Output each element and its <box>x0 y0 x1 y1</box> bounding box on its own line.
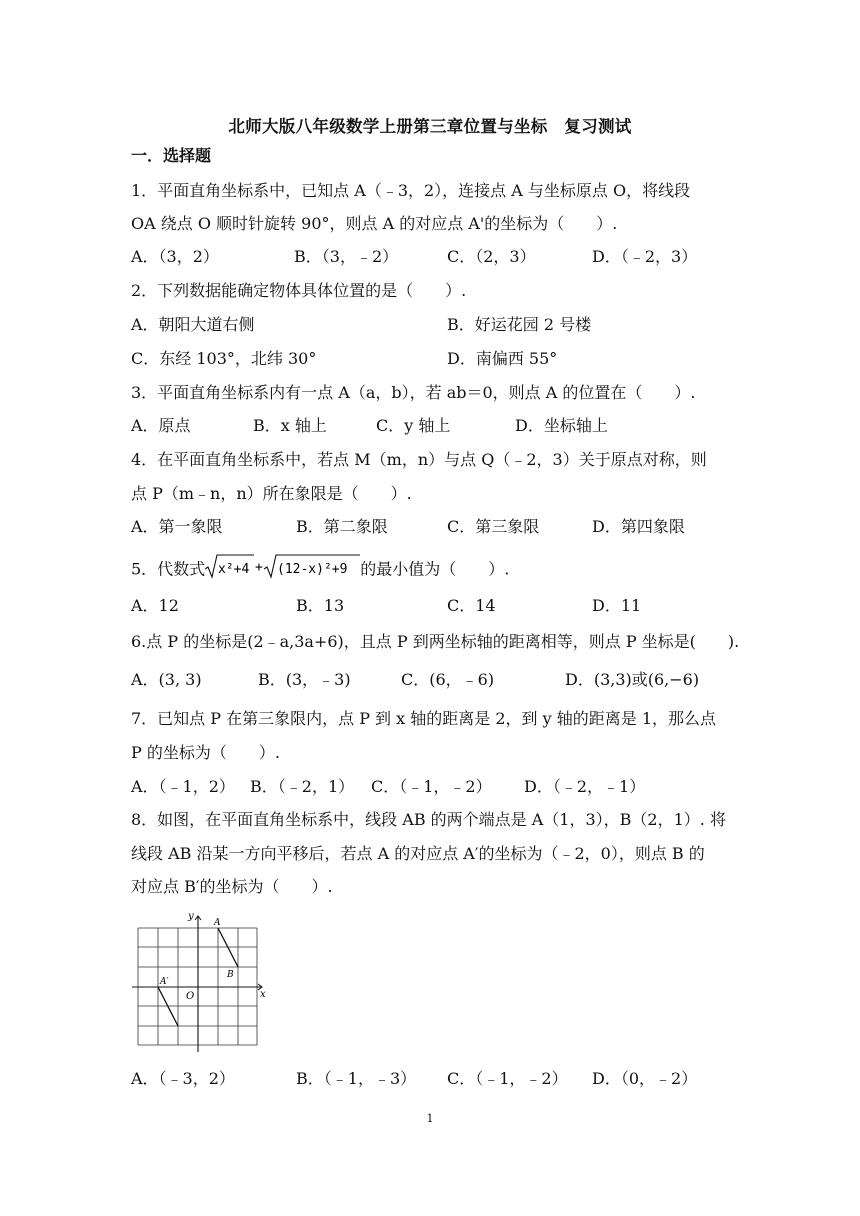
radicand-1: x²+4 <box>218 562 250 577</box>
q3-text-line-1: 3．平面直角坐标系内有一点 A（a，b），若 ab＝0，则点 A 的位置在（ ）. <box>131 383 696 402</box>
q3-option-c: C．y 轴上 <box>376 416 451 435</box>
q5-radical-svg <box>205 552 360 580</box>
coordinate-grid-figure <box>128 906 274 1056</box>
point-a-label: A <box>214 918 221 928</box>
q3-option-a: A．原点 <box>131 416 191 435</box>
q7-option-c: C．（﹣1，﹣2） <box>371 777 492 796</box>
q5-formula <box>205 552 360 588</box>
y-axis-label: y <box>188 911 194 922</box>
q7-text-line-2: P 的坐标为（ ）. <box>131 743 280 762</box>
q1-option-b: B．（3，﹣2） <box>294 247 399 266</box>
q7-option-a: A．（﹣1，2） <box>131 777 235 796</box>
q1-option-d: D．（﹣2，3） <box>592 247 698 266</box>
q8-option-d: D．（0，﹣2） <box>592 1069 698 1088</box>
point-b-label: B <box>227 970 234 980</box>
q5-text-line-1 <box>131 552 509 588</box>
radicand-2: (12-x)²+9 <box>277 562 348 577</box>
q6-option-b: B．(3，﹣3) <box>258 670 351 689</box>
q7-option-d: D．（﹣2，﹣1） <box>524 777 646 796</box>
document-title: 北师大版八年级数学上册第三章位置与坐标 复习测试 <box>228 117 632 136</box>
q5-prefix: 5．代数式 <box>131 559 206 579</box>
q6-text-line-1: 6.点 P 的坐标是(2﹣a,3a+6)，且点 P 到两坐标轴的距离相等，则点 P 坐标是( ). <box>131 632 740 651</box>
segment-a-prime-b-prime <box>158 987 178 1026</box>
q6-option-a: A．(3, 3) <box>131 670 202 689</box>
q8-option-c: C．（﹣1，﹣2） <box>447 1069 568 1088</box>
segment-ab <box>218 928 238 967</box>
q7-text-line-1: 7．已知点 P 在第三象限内，点 P 到 x 轴的距离是 2，到 y 轴的距离是 1，那么点 <box>131 709 716 728</box>
q6-option-c: C．(6，﹣6) <box>401 670 495 689</box>
q8-text-line-2: 线段 AB 沿某一方向平移后，若点 A 的对应点 A′的坐标为（﹣2，0），则点 B 的 <box>131 844 705 863</box>
q6-option-d: D．(3,3)或(6,−6) <box>565 670 700 689</box>
q3-option-b: B．x 轴上 <box>253 416 327 435</box>
q1-option-a: A．（3，2） <box>131 247 219 266</box>
q3-option-d: D．坐标轴上 <box>515 416 608 435</box>
q4-option-c: C．第三象限 <box>447 517 540 536</box>
q5-suffix: 的最小值为（ ）. <box>360 559 510 579</box>
q2-text-line-1: 2．下列数据能确定物体具体位置的是（ ）. <box>131 281 467 300</box>
q8-option-a: A．（﹣3，2） <box>131 1069 235 1088</box>
q8-option-b: B．（﹣1，﹣3） <box>296 1069 417 1088</box>
q5-option-d: D．11 <box>592 596 642 615</box>
q5-option-a: A．12 <box>131 596 179 615</box>
q4-option-a: A．第一象限 <box>131 517 223 536</box>
q7-option-b: B．（﹣2，1） <box>250 777 355 796</box>
q4-option-b: B．第二象限 <box>296 517 388 536</box>
q4-option-d: D．第四象限 <box>592 517 685 536</box>
q2-option-d: D．南偏西 55° <box>447 349 558 368</box>
q5-option-c: C．14 <box>447 596 496 615</box>
q2-option-c: C．东经 103°，北纬 30° <box>131 349 317 368</box>
q1-text-line-1: 1．平面直角坐标系中，已知点 A（﹣3，2），连接点 A 与坐标原点 O，将线段 <box>131 181 691 200</box>
q5-option-b: B．13 <box>296 596 345 615</box>
q8-text-line-3: 对应点 B′的坐标为（ ）. <box>131 877 333 896</box>
section-heading: 一．选择题 <box>131 146 212 165</box>
x-axis-label: x <box>260 989 266 1000</box>
q1-text-line-2: OA 绕点 O 顺时针旋转 90°，则点 A 的对应点 A'的坐标为（ ）. <box>131 214 618 233</box>
q2-option-a: A．朝阳大道右侧 <box>131 315 255 334</box>
plus-sign: + <box>255 560 264 575</box>
q1-option-c: C．（2，3） <box>447 247 536 266</box>
page-number: 1 <box>426 1112 434 1125</box>
q4-text-line-1: 4．在平面直角坐标系中，若点 M（m，n）与点 Q（﹣2，3）关于原点对称，则 <box>131 450 707 469</box>
q8-text-line-1: 8．如图，在平面直角坐标系中，线段 AB 的两个端点是 A（1，3），B（2，1）. 将 <box>131 810 726 829</box>
q2-option-b: B．好运花园 2 号楼 <box>447 315 592 334</box>
point-a-prime-label: A′ <box>160 977 169 987</box>
origin-label: O <box>186 991 195 1002</box>
q4-text-line-2: 点 P（m﹣n，n）所在象限是（ ）. <box>131 484 412 503</box>
